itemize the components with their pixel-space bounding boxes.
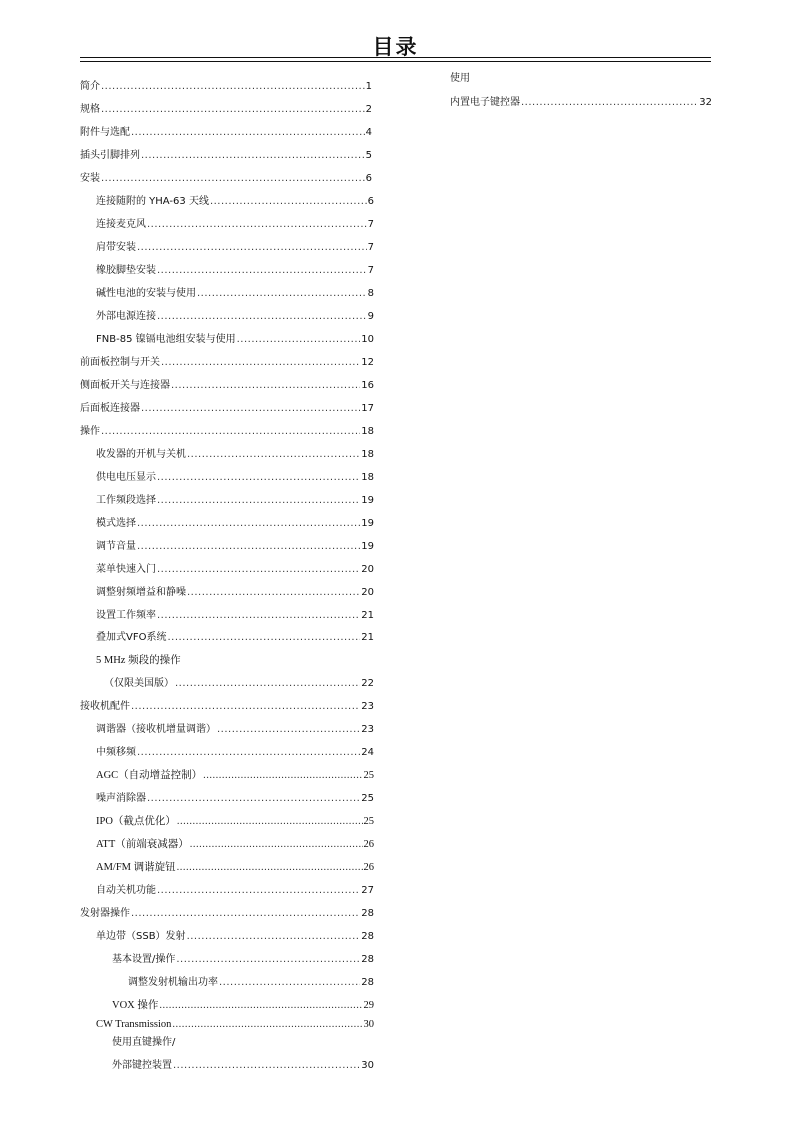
toc-entry-label: 发射器操作 <box>80 908 130 919</box>
toc-leader-dots <box>187 448 360 462</box>
toc-entry <box>104 677 374 691</box>
toc-entry-label: 接收机配件 <box>80 701 130 712</box>
toc-entry-page: 30 <box>361 1060 374 1071</box>
toc-leader-dots <box>203 769 362 783</box>
toc-entry-label: 碱性电池的安装与使用 <box>96 288 196 299</box>
toc-entry-label: 简介 <box>80 81 100 92</box>
toc-entry-label: 噪声消除器 <box>96 793 146 804</box>
toc-entry <box>96 586 374 600</box>
toc-entry <box>96 218 374 232</box>
toc-entry <box>80 700 374 714</box>
toc-leader-dots <box>175 677 360 691</box>
toc-entry <box>80 907 374 921</box>
toc-entry <box>96 517 374 531</box>
toc-entry <box>96 815 374 829</box>
toc-entry <box>96 769 374 783</box>
toc-entry-page: 9 <box>367 311 374 322</box>
toc-entry-page: 10 <box>361 334 374 345</box>
toc-entry-label: 调整发射机输出功率 <box>128 977 218 988</box>
toc-entry-label: 单边带（SSB）发射 <box>96 931 186 942</box>
toc-entry-label: 外部电源连接 <box>96 311 156 322</box>
toc-leader-dots <box>137 517 360 531</box>
toc-entry-label: 设置工作频率 <box>96 610 156 621</box>
toc-entry-page: 23 <box>361 701 374 712</box>
toc-leader-dots <box>190 838 363 852</box>
toc-leader-dots <box>177 861 363 875</box>
toc-entry-page: 7 <box>367 219 374 230</box>
toc-entry <box>96 654 181 668</box>
toc-entry-page: 20 <box>361 587 374 598</box>
toc-leader-dots <box>101 103 365 117</box>
toc-entry <box>96 792 374 806</box>
toc-entry <box>112 1036 175 1050</box>
toc-leader-dots <box>157 609 360 623</box>
toc-entry-page: 23 <box>361 724 374 735</box>
toc-leader-dots <box>101 172 365 186</box>
toc-entry-page: 24 <box>361 747 374 758</box>
toc-entry-page: 28 <box>361 977 374 988</box>
toc-entry-page: 30 <box>363 1019 374 1030</box>
toc-leader-dots <box>137 241 367 255</box>
toc-entry <box>96 930 374 944</box>
toc-entry-label: 插头引脚排列 <box>80 150 140 161</box>
toc-entry <box>96 838 374 852</box>
toc-entry-label: 外部键控装置 <box>112 1060 172 1071</box>
toc-leader-dots <box>521 96 698 110</box>
toc-entry <box>96 494 374 508</box>
toc-entry <box>112 1059 374 1073</box>
toc-entry <box>80 80 372 94</box>
toc-entry-page: 17 <box>361 403 374 414</box>
toc-leader-dots <box>217 723 360 737</box>
toc-entry-label: 调节音量 <box>96 541 136 552</box>
toc-entry-label: 使用直键操作/ <box>112 1037 176 1048</box>
toc-entry-page: 7 <box>367 265 374 276</box>
toc-leader-dots <box>141 402 360 416</box>
toc-leader-dots <box>131 126 365 140</box>
toc-entry <box>96 723 374 737</box>
toc-leader-dots <box>157 563 360 577</box>
toc-entry <box>96 195 374 209</box>
toc-leader-dots <box>173 1059 360 1073</box>
toc-leader-dots <box>219 976 360 990</box>
toc-entry-label: 橡胶脚垫安装 <box>96 265 156 276</box>
toc-entry-label: 供电电压显示 <box>96 472 156 483</box>
toc-entry-page: 2 <box>365 104 372 115</box>
toc-entry-page: 25 <box>363 770 374 781</box>
toc-leader-dots <box>137 540 360 554</box>
toc-leader-dots <box>131 907 360 921</box>
toc-entry-page: 28 <box>361 954 374 965</box>
toc-entry <box>112 953 374 967</box>
toc-entry-page: 8 <box>367 288 374 299</box>
toc-entry-page: 21 <box>361 632 374 643</box>
toc-entry-label: （仅限美国版） <box>104 678 174 689</box>
toc-entry-label: 模式选择 <box>96 518 136 529</box>
toc-entry <box>96 861 374 875</box>
toc-leader-dots <box>147 792 360 806</box>
toc-entry-page: 20 <box>361 564 374 575</box>
toc-entry-label: 收发器的开机与关机 <box>96 449 186 460</box>
toc-leader-dots <box>237 333 361 347</box>
toc-entry <box>96 333 374 347</box>
toc-entry <box>450 72 470 86</box>
toc-entry-label: FNB-85 镍镉电池组安装与使用 <box>96 334 236 345</box>
toc-entry-page: 1 <box>365 81 372 92</box>
toc-leader-dots <box>141 149 365 163</box>
toc-entry <box>128 976 374 990</box>
toc-entry-page: 22 <box>361 678 374 689</box>
toc-entry-page: 18 <box>361 472 374 483</box>
toc-entry-label: 连接随附的 YHA-63 天线 <box>96 196 209 207</box>
toc-entry-label: 肩带安装 <box>96 242 136 253</box>
toc-entry-page: 4 <box>365 127 372 138</box>
toc-entry-label: CW Transmission <box>96 1019 172 1030</box>
toc-entry-page: 12 <box>361 357 374 368</box>
toc-entry <box>80 126 372 140</box>
toc-entry-label: 菜单快速入门 <box>96 564 156 575</box>
toc-entry <box>96 241 374 255</box>
toc-leader-dots <box>157 471 360 485</box>
toc-entry <box>80 103 372 117</box>
toc-entry-label: IPO（截点优化） <box>96 816 176 827</box>
toc-leader-dots <box>197 287 367 301</box>
toc-entry-page: 27 <box>361 885 374 896</box>
toc-entry-page: 7 <box>367 242 374 253</box>
toc-entry <box>96 1018 374 1032</box>
toc-entry-label: 基本设置/操作 <box>112 954 176 965</box>
toc-entry-label: 叠加式VFO系统 <box>96 632 167 643</box>
toc-entry-label: ATT（前端衰减器） <box>96 839 189 850</box>
toc-entry-page: 29 <box>363 1000 374 1011</box>
toc-leader-dots <box>157 494 360 508</box>
toc-entry-page: 28 <box>361 908 374 919</box>
toc-leader-dots <box>187 586 360 600</box>
toc-entry-label: 调整射频增益和静噪 <box>96 587 186 598</box>
toc-entry-page: 19 <box>361 541 374 552</box>
toc-entry-page: 26 <box>363 839 374 850</box>
toc-entry <box>80 149 372 163</box>
toc-leader-dots <box>157 310 367 324</box>
toc-entry-label: 内置电子键控器 <box>450 97 520 108</box>
toc-entry <box>80 402 374 416</box>
toc-entry-label: 调谐器（接收机增量调谐） <box>96 724 216 735</box>
toc-leader-dots <box>176 953 360 967</box>
toc-leader-dots <box>210 195 367 209</box>
toc-leader-dots <box>177 815 363 829</box>
toc-entry <box>96 310 374 324</box>
toc-entry-page: 6 <box>365 173 372 184</box>
toc-leader-dots <box>137 746 360 760</box>
toc-entry-label: 自动关机功能 <box>96 885 156 896</box>
toc-entry-page: 5 <box>365 150 372 161</box>
title-rule-top <box>80 57 711 58</box>
toc-entry <box>80 172 372 186</box>
toc-entry-label: 中频移频 <box>96 747 136 758</box>
toc-entry <box>96 264 374 278</box>
toc-entry <box>96 746 374 760</box>
toc-leader-dots <box>187 930 361 944</box>
toc-entry-page: 19 <box>361 495 374 506</box>
toc-leader-dots <box>157 884 360 898</box>
toc-entry-label: 侧面板开关与连接器 <box>80 380 170 391</box>
toc-entry-label: AGC（自动增益控制） <box>96 770 203 781</box>
toc-entry <box>96 884 374 898</box>
toc-leader-dots <box>157 264 367 278</box>
toc-entry-page: 19 <box>361 518 374 529</box>
toc-entry <box>96 540 374 554</box>
toc-entry-page: 16 <box>361 380 374 391</box>
toc-entry-page: 25 <box>363 816 374 827</box>
toc-entry <box>96 563 374 577</box>
toc-entry-label: 操作 <box>80 426 100 437</box>
toc-entry-label: 工作频段选择 <box>96 495 156 506</box>
toc-leader-dots <box>167 631 360 645</box>
toc-entry-label: 安装 <box>80 173 100 184</box>
toc-entry <box>80 379 374 393</box>
toc-entry-label: VOX 操作 <box>112 1000 159 1011</box>
toc-leader-dots <box>161 356 360 370</box>
toc-entry <box>80 356 374 370</box>
toc-entry-page: 32 <box>699 97 712 108</box>
toc-entry-label: 连接麦克风 <box>96 219 146 230</box>
toc-entry <box>450 96 712 110</box>
page-title: 目录 <box>372 35 419 59</box>
toc-entry <box>112 999 374 1013</box>
toc-leader-dots <box>131 700 360 714</box>
toc-entry <box>96 448 374 462</box>
toc-entry-page: 25 <box>361 793 374 804</box>
toc-entry-page: 26 <box>363 862 374 873</box>
toc-entry <box>96 471 374 485</box>
toc-entry-page: 21 <box>361 610 374 621</box>
toc-entry-label: 规格 <box>80 104 100 115</box>
toc-entry <box>96 631 374 645</box>
toc-entry-label: 前面板控制与开关 <box>80 357 160 368</box>
toc-entry-page: 6 <box>367 196 374 207</box>
toc-entry-label: 使用 <box>450 73 470 84</box>
toc-entry <box>96 287 374 301</box>
toc-entry-label: 附件与选配 <box>80 127 130 138</box>
toc-entry-label: 后面板连接器 <box>80 403 140 414</box>
toc-leader-dots <box>147 218 367 232</box>
toc-entry-label: AM/FM 调谐旋钮 <box>96 862 176 873</box>
toc-entry-page: 18 <box>361 449 374 460</box>
toc-entry-label: 5 MHz 频段的操作 <box>96 655 181 666</box>
toc-entry <box>80 425 374 439</box>
toc-leader-dots <box>159 999 362 1013</box>
toc-leader-dots <box>101 80 365 94</box>
toc-entry-page: 28 <box>361 931 374 942</box>
toc-leader-dots <box>171 379 360 393</box>
toc-leader-dots <box>101 425 360 439</box>
toc-entry-page: 18 <box>361 426 374 437</box>
toc-leader-dots <box>172 1018 362 1032</box>
toc-entry <box>96 609 374 623</box>
title-rule-bottom <box>80 61 711 62</box>
